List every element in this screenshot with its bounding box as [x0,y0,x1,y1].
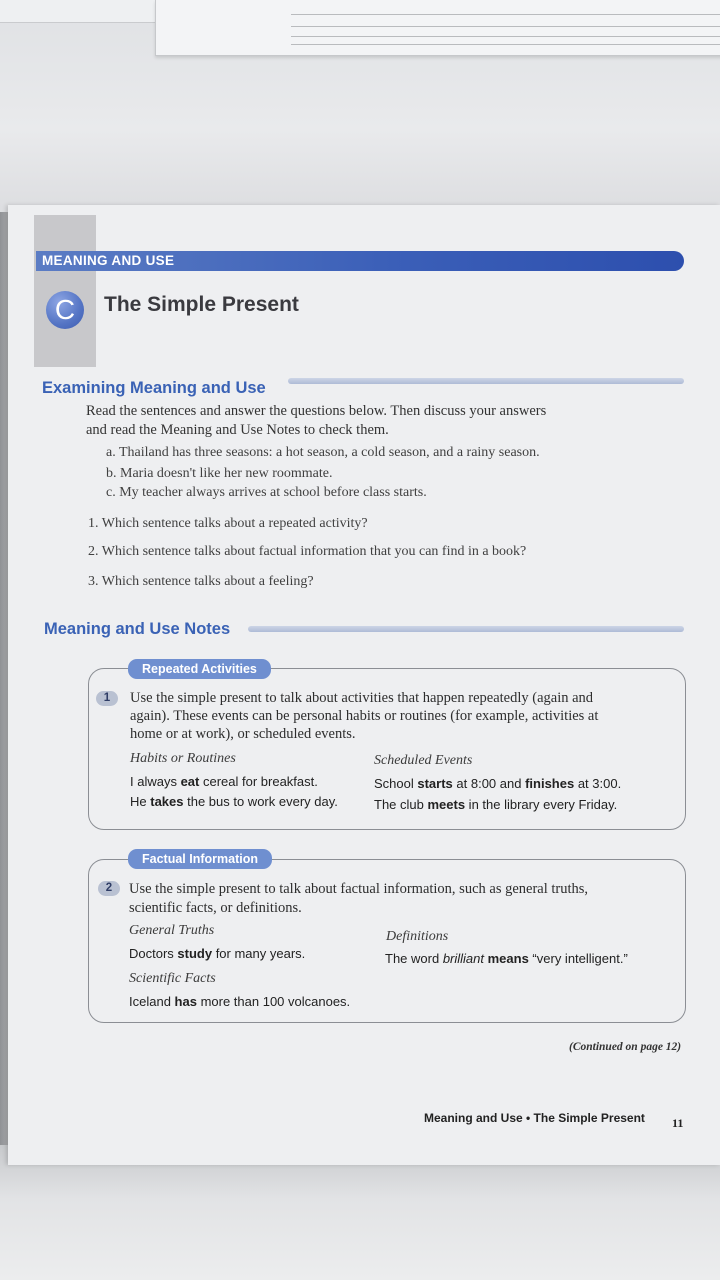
note-tag: Repeated Activities [128,659,271,679]
continued-note: (Continued on page 12) [569,1041,682,1053]
note-line: Use the simple present to talk about factual information, such as general truths, [129,881,589,897]
instructions-line-1: Read the sentences and answer the questions below. Then discuss your answers [86,403,547,419]
example-sentence: He takes the bus to work every day. [130,794,338,809]
note-line: Use the simple present to talk about activities that happen repeatedly (again and [130,690,594,706]
paper-sheet [0,0,160,23]
question-number: 1. [88,516,99,531]
notes-heading: Meaning and Use Notes [44,620,231,638]
banner-label: MEANING AND USE [42,253,175,268]
note-tag: Factual Information [128,849,272,869]
question-text: Which sentence talks about factual information that you can find in a book? [101,544,527,559]
running-head: Meaning and Use • The Simple Present [424,1111,645,1125]
note-line: again). These events can be personal habits or routines (for example, activities at [130,708,599,724]
column-heading: Scheduled Events [374,753,473,768]
example-sentence: The club meets in the library every Friday. [374,797,618,812]
table-surface [0,1145,720,1280]
heading-rule [248,626,684,632]
sentence-text: My teacher always arrives at school before class starts. [119,485,427,500]
question-item [88,544,526,560]
column-heading: Definitions [386,929,449,944]
note-line: scientific facts, or definitions. [129,900,302,916]
question-number: 2. [88,544,99,559]
column-heading: General Truths [129,923,215,938]
example-sentence: The word brilliant means “very intelligent.” [385,951,628,966]
note-number-badge: 2 [98,881,120,896]
sentence-item [106,445,540,461]
sentence-letter: a. [106,445,116,460]
section-letter-badge: C [46,291,84,329]
sentence-item [106,466,332,482]
example-sentence: Doctors study for many years. [129,946,306,961]
column-heading: Habits or Routines [130,751,236,766]
example-sentence: School starts at 8:00 and finishes at 3:00. [374,776,622,791]
note-number-badge: 1 [96,691,118,706]
heading-rule [288,378,684,384]
sentence-text: Maria doesn't like her new roommate. [120,466,333,481]
sentence-letter: c. [106,485,116,500]
sentence-item [106,485,427,501]
question-item [88,516,368,532]
paper-stack [155,0,720,56]
examining-heading: Examining Meaning and Use [42,379,266,397]
question-number: 3. [88,574,99,589]
sentence-text: Thailand has three seasons: a hot season, a cold season, and a rainy season. [118,445,540,460]
background-papers [0,0,720,215]
question-item [88,574,314,590]
example-sentence: I always eat cereal for breakfast. [130,774,318,789]
question-text: Which sentence talks about a repeated activity? [101,516,368,531]
question-text: Which sentence talks about a feeling? [101,574,314,589]
example-sentence: Iceland has more than 100 volcanoes. [129,994,351,1009]
column-heading: Scientific Facts [129,971,216,986]
instructions-line-2: and read the Meaning and Use Notes to check them. [86,422,389,438]
book-page [8,205,720,1165]
sentence-letter: b. [106,466,117,481]
note-line: home or at work), or scheduled events. [130,726,356,742]
lesson-title: The Simple Present [104,293,299,316]
page-number: 11 [672,1116,684,1130]
